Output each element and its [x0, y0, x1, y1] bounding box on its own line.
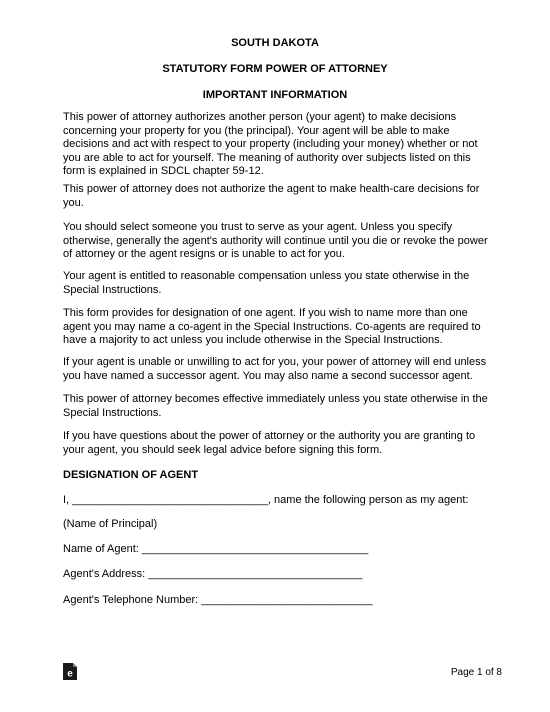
principal-name-field[interactable]: I, ________________________________, name the following person as my agent: [63, 494, 469, 506]
paragraph-select-agent: You should select someone you trust to serve as your agent. Unless you specify otherwise, generally the agent's authority will continue until you die or revoke the power of attorney or the agent resigns or is unable to act for you. [63, 221, 488, 260]
designation-of-agent-heading: DESIGNATION OF AGENT [63, 469, 199, 481]
paragraph-legal-advice: If you have questions about the power of attorney or the authority you are granting to your agent, you should seek legal advice before signing this form. [63, 430, 476, 456]
agent-telephone-field[interactable]: Agent's Telephone Number: ____________________________ [63, 594, 373, 606]
svg-text:e: e [67, 668, 73, 680]
paragraph-authorization: This power of attorney authorizes another person (your agent) to make decisions concerning your property for you (the principal). Your agent will be able to make decisions and act with respect to your property (including your money) whether or not you are able to act for yourself. The meaning of authority over subjects listed on this form is explained in SDCL chapter 59-12. [63, 111, 478, 177]
agent-name-field[interactable]: Name of Agent: _____________________________________ [63, 543, 369, 555]
form-title: STATUTORY FORM POWER OF ATTORNEY [162, 63, 388, 75]
paragraph-successor-agent: If your agent is unable or unwilling to act for you, your power of attorney will end unless you have named a successor agent. You may also name a second successor agent. [63, 356, 487, 382]
paragraph-compensation: Your agent is entitled to reasonable compensation unless you state otherwise in the Special Instructions. [63, 270, 470, 296]
eforms-logo-icon [63, 663, 77, 680]
principal-name-caption: (Name of Principal) [63, 518, 158, 530]
paragraph-co-agent: This form provides for designation of one agent. If you wish to name more than one agent you may name a co-agent in the Special Instructions. Co-agents are required to have a majority to act unless you include otherwise in the Special Instructions. [63, 307, 481, 346]
paragraph-effective: This power of attorney becomes effective immediately unless you state otherwise in the Special Instructions. [63, 393, 488, 419]
page-number: Page 1 of 8 [450, 667, 502, 678]
important-information-heading: IMPORTANT INFORMATION [202, 89, 348, 101]
state-heading: SOUTH DAKOTA [231, 37, 319, 49]
paragraph-health-care: This power of attorney does not authorize the agent to make health-care decisions for you. [63, 183, 480, 209]
agent-address-field[interactable]: Agent's Address: ___________________________________ [63, 568, 363, 580]
